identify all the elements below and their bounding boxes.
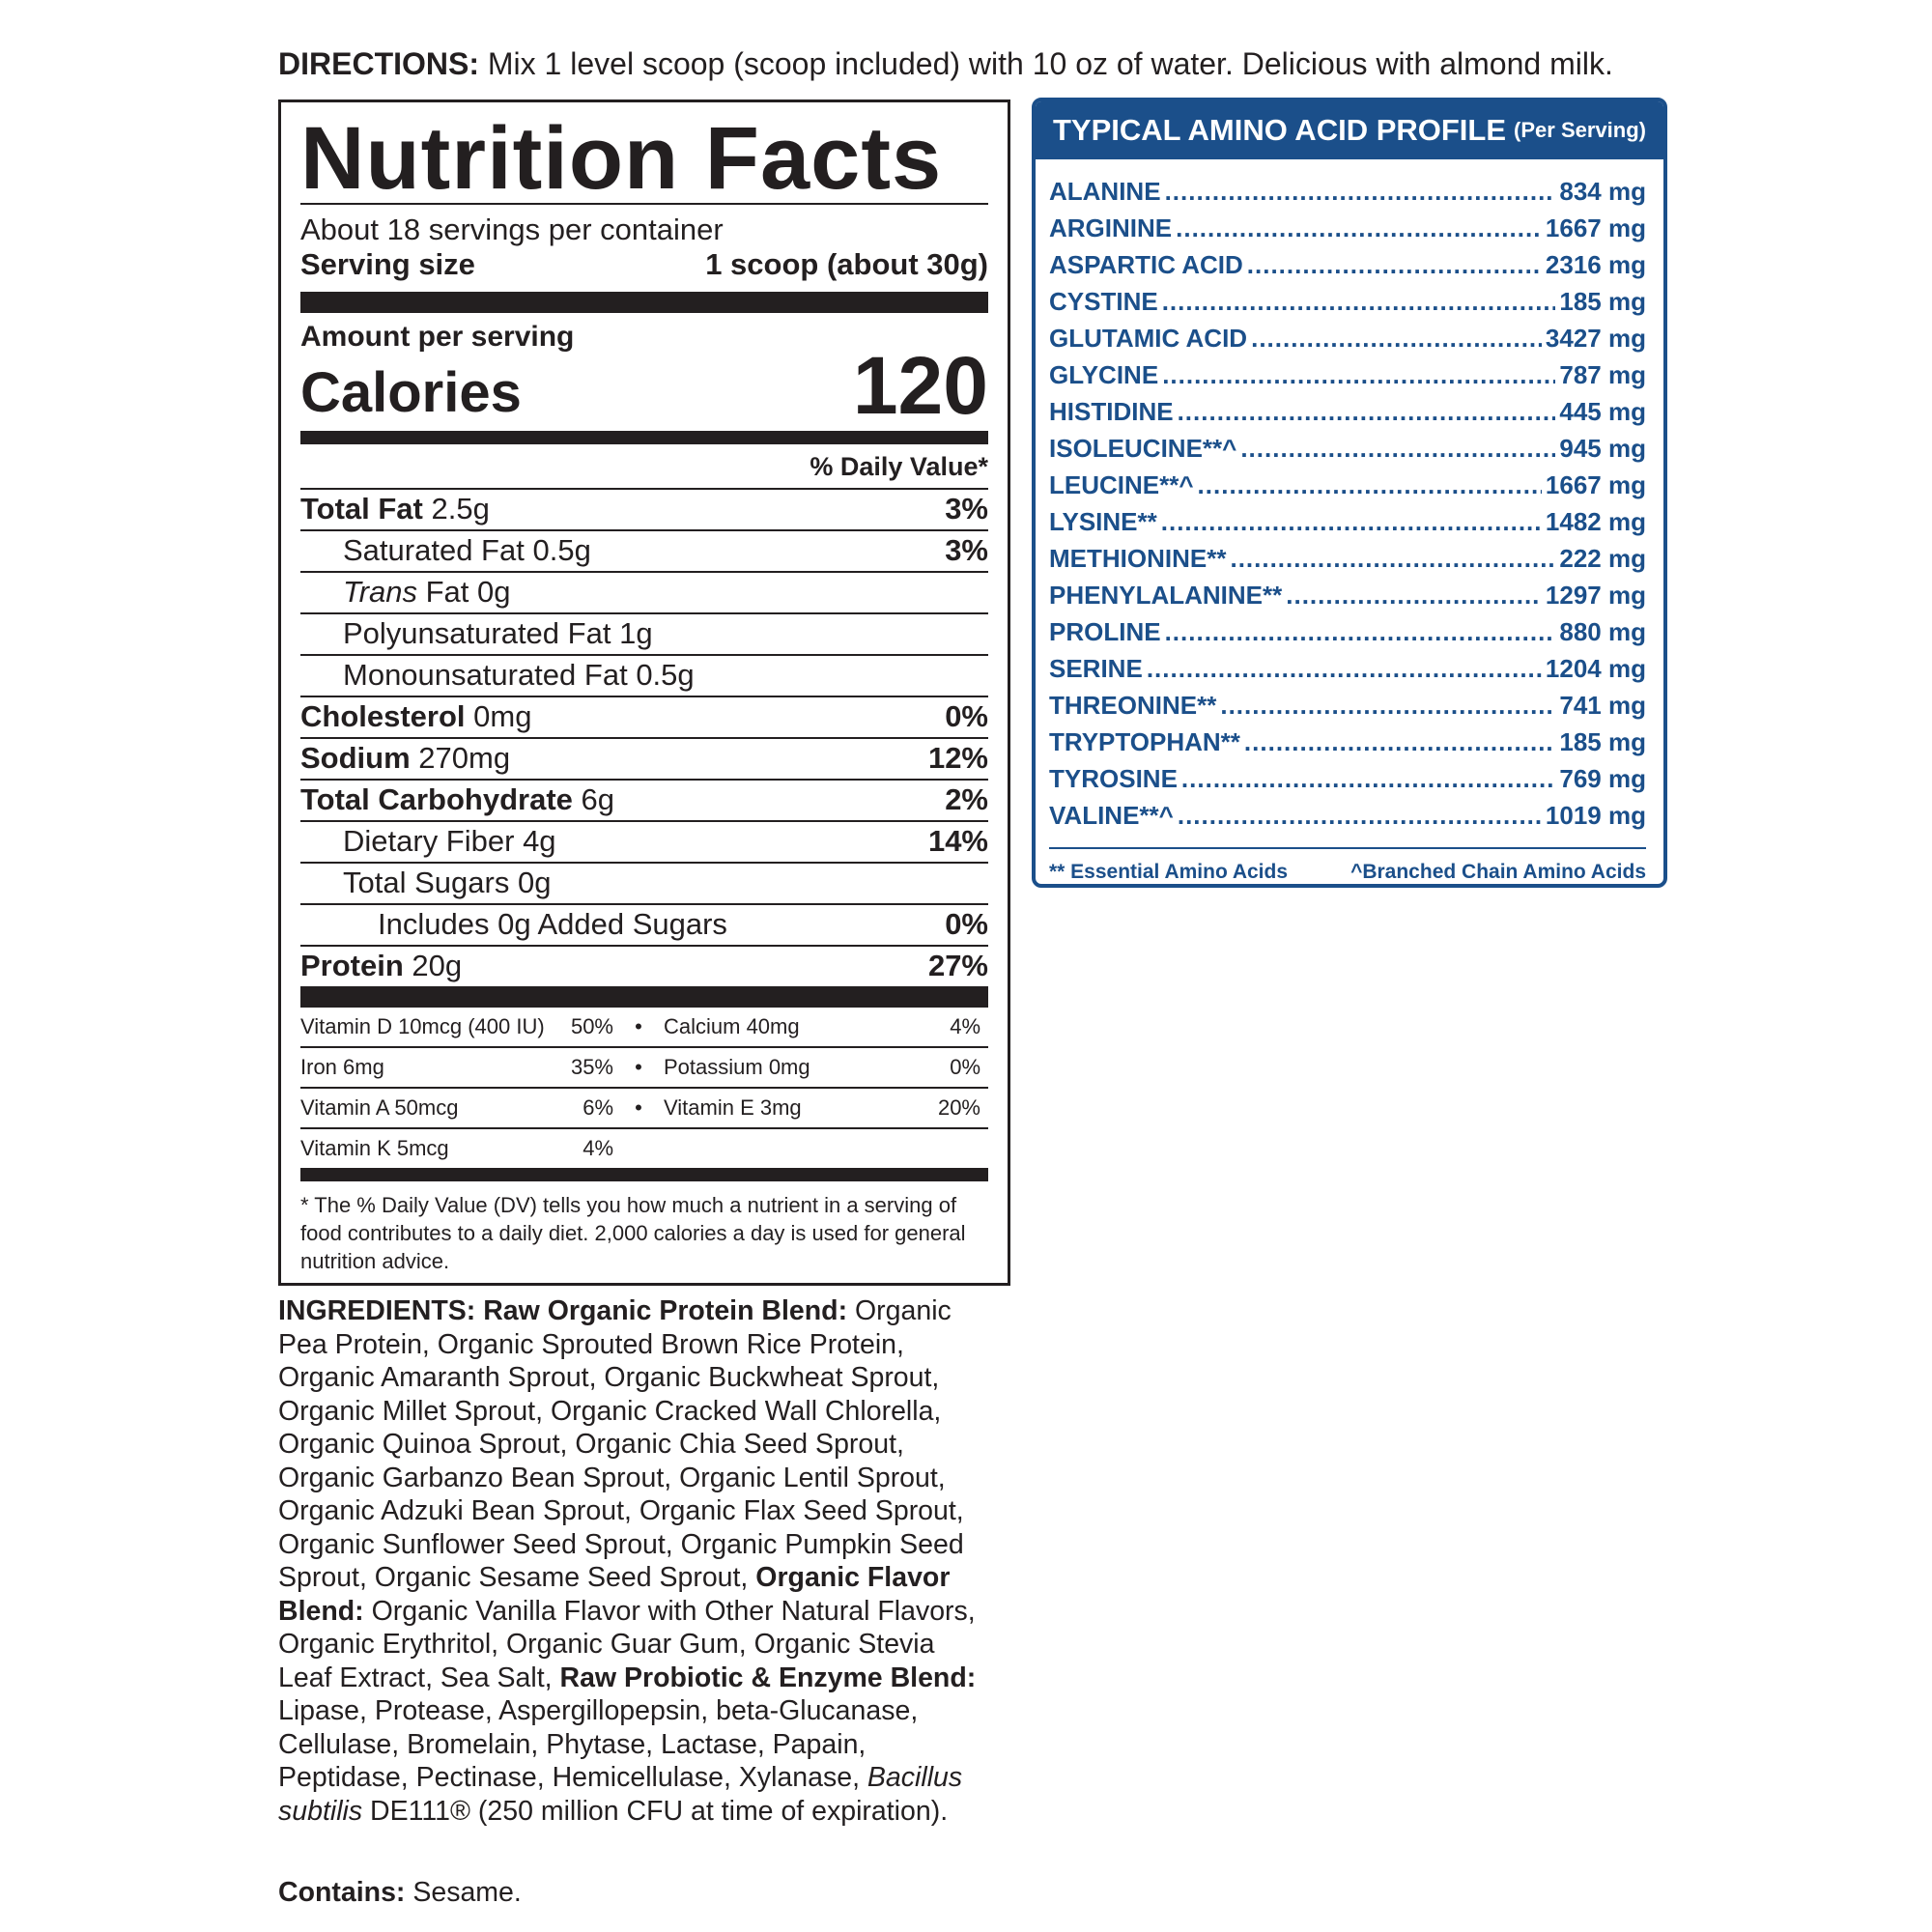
amino-row bbox=[1049, 397, 1646, 434]
nutrient-amount: 0g bbox=[517, 866, 552, 900]
vitamin-dv: 4% bbox=[582, 1135, 613, 1160]
amino-name: TRYPTOPHAN** bbox=[1049, 727, 1240, 756]
leader-dots bbox=[1220, 691, 1555, 721]
amino-value: 1297 mg bbox=[1545, 581, 1646, 610]
nutrient-amount: 20g bbox=[412, 949, 463, 983]
leader-dots bbox=[1147, 654, 1542, 684]
nutrient-row-sodium bbox=[300, 737, 988, 779]
amino-row bbox=[1049, 654, 1646, 691]
amino-name: SERINE bbox=[1049, 654, 1143, 683]
nutrition-facts-panel bbox=[278, 99, 1010, 1286]
leader-dots bbox=[1161, 507, 1542, 537]
ingredients-label: INGREDIENTS: bbox=[278, 1295, 476, 1326]
blend-label: Raw Organic Protein Blend: bbox=[483, 1295, 848, 1326]
nutrient-dv: 14% bbox=[927, 824, 988, 859]
nutrient-amount: 0mg bbox=[473, 699, 532, 734]
nutrient-row-polyunsaturated-fat bbox=[300, 612, 988, 654]
amino-name: PROLINE bbox=[1049, 617, 1161, 646]
amino-value: 945 mg bbox=[1559, 434, 1646, 463]
vitamin-dv: 4% bbox=[950, 1013, 980, 1038]
amino-name: LYSINE** bbox=[1049, 507, 1157, 536]
contains-statement bbox=[278, 1877, 522, 1909]
blend-label: Organic Flavor Blend: bbox=[278, 1562, 951, 1627]
leader-dots bbox=[1176, 213, 1542, 243]
amino-value: 1204 mg bbox=[1545, 654, 1646, 683]
amino-subtitle: (Per Serving) bbox=[1514, 118, 1646, 142]
amino-row bbox=[1049, 691, 1646, 727]
nutrient-dv: 27% bbox=[927, 949, 988, 983]
nutrient-amount: 0.5g bbox=[532, 533, 591, 568]
nutrient-name: Protein bbox=[300, 949, 404, 983]
nutrient-row-total-carbohydrate bbox=[300, 779, 988, 820]
nutrient-row-total-fat bbox=[300, 488, 988, 529]
nutrient-row-saturated-fat bbox=[300, 529, 988, 571]
nutrient-name-rest: Fat bbox=[416, 575, 469, 610]
leader-dots bbox=[1286, 581, 1542, 611]
amino-value: 1667 mg bbox=[1545, 470, 1646, 499]
nutrient-row-protein bbox=[300, 945, 988, 986]
contains-text: Sesame. bbox=[405, 1877, 522, 1908]
leader-dots bbox=[1240, 434, 1555, 464]
amount-per-serving: Amount per serving bbox=[300, 321, 575, 353]
amino-value: 222 mg bbox=[1559, 544, 1646, 573]
nutrient-name: Dietary Fiber bbox=[343, 824, 515, 859]
medium-divider bbox=[300, 431, 988, 444]
vitamin-name: Vitamin D 10mcg (400 IU) bbox=[300, 1013, 545, 1038]
vitamin-row bbox=[300, 1129, 988, 1168]
directions-text: Mix 1 level scoop (scoop included) with 10 oz of water. Delicious with almond milk. bbox=[479, 46, 1613, 81]
amino-row bbox=[1049, 507, 1646, 544]
nutrient-name: Monounsaturated Fat bbox=[343, 658, 628, 693]
calories-label: Calories bbox=[300, 360, 522, 424]
nutrient-name: Includes 0g Added Sugars bbox=[378, 907, 727, 942]
amino-value: 185 mg bbox=[1559, 287, 1646, 316]
amino-row bbox=[1049, 250, 1646, 287]
nutrient-name: Saturated Fat bbox=[343, 533, 525, 568]
amino-title: TYPICAL AMINO ACID PROFILE bbox=[1053, 113, 1507, 147]
vitamin-name: Potassium 0mg bbox=[664, 1054, 810, 1079]
amino-name: GLYCINE bbox=[1049, 360, 1159, 389]
amino-value: 2316 mg bbox=[1545, 250, 1646, 279]
amino-header bbox=[1036, 101, 1663, 159]
leader-dots bbox=[1162, 360, 1555, 390]
calories-value: 120 bbox=[852, 340, 988, 431]
amino-name: TYROSINE bbox=[1049, 764, 1178, 793]
nutrient-row-monounsaturated-fat bbox=[300, 654, 988, 696]
medium-divider bbox=[300, 1168, 988, 1181]
nutrient-dv: 12% bbox=[927, 741, 988, 776]
servings-per-container: About 18 servings per container bbox=[300, 213, 724, 246]
bullet: • bbox=[635, 1054, 642, 1079]
amino-value: 1482 mg bbox=[1545, 507, 1646, 536]
amino-row bbox=[1049, 213, 1646, 250]
blend-text: Organic Vanilla Flavor with Other Natural Flavors, Organic Erythritol, Organic Guar Gum, Organic Stevia Leaf Extract, Sea Salt, bbox=[278, 1595, 976, 1693]
nutrient-dv: 0% bbox=[945, 907, 988, 942]
amino-row bbox=[1049, 727, 1646, 764]
nutrient-row-dietary-fiber bbox=[300, 820, 988, 862]
nutrient-row-total-sugars bbox=[300, 862, 988, 903]
nutrient-row-trans-fat bbox=[300, 571, 988, 612]
amino-name: ARGININE bbox=[1049, 213, 1173, 242]
amino-value: 1667 mg bbox=[1545, 213, 1646, 242]
amino-row bbox=[1049, 544, 1646, 581]
amino-row bbox=[1049, 801, 1646, 838]
amino-legend bbox=[1036, 849, 1663, 884]
daily-value-footnote: * The % Daily Value (DV) tells you how much a nutrient in a serving of food contributes to a daily diet. 2,000 calories a day is used for general nutrition advice. bbox=[300, 1192, 966, 1273]
nutrient-dv: 3% bbox=[945, 533, 988, 568]
vitamin-row bbox=[300, 1089, 988, 1129]
amino-value: 3427 mg bbox=[1545, 324, 1646, 353]
nutrient-name: Total Carbohydrate bbox=[300, 782, 573, 817]
nutrient-name: Sodium bbox=[300, 741, 411, 776]
amino-row bbox=[1049, 764, 1646, 801]
directions bbox=[278, 46, 1613, 82]
vitamin-row bbox=[300, 1008, 988, 1048]
vitamin-dv: 20% bbox=[937, 1094, 980, 1120]
leader-dots bbox=[1198, 470, 1542, 500]
amino-row bbox=[1049, 287, 1646, 324]
amino-row bbox=[1049, 360, 1646, 397]
nutrient-amount: 270mg bbox=[418, 741, 511, 776]
vitamin-name: Vitamin E 3mg bbox=[664, 1094, 802, 1120]
amino-row bbox=[1049, 617, 1646, 654]
vitamin-name: Vitamin A 50mcg bbox=[300, 1094, 459, 1120]
serving-size-label: Serving size bbox=[300, 247, 475, 281]
leader-dots bbox=[1178, 801, 1542, 831]
amino-name: LEUCINE**^ bbox=[1049, 470, 1194, 499]
vitamin-dv: 6% bbox=[582, 1094, 613, 1120]
amino-value: 185 mg bbox=[1559, 727, 1646, 756]
ingredients-text bbox=[278, 1294, 993, 1828]
leader-dots bbox=[1162, 287, 1556, 317]
nutrient-amount: 6g bbox=[581, 782, 615, 817]
nutrient-amount: 0g bbox=[476, 575, 511, 610]
legend-bcaa: ^Branched Chain Amino Acids bbox=[1350, 861, 1646, 883]
nutrient-row-cholesterol bbox=[300, 696, 988, 737]
vitamin-name: Iron 6mg bbox=[300, 1054, 384, 1079]
amino-name: PHENYLALANINE** bbox=[1049, 581, 1283, 610]
vitamin-dv: 35% bbox=[570, 1054, 613, 1079]
amino-row bbox=[1049, 177, 1646, 213]
vitamin-row bbox=[300, 1048, 988, 1089]
leader-dots bbox=[1178, 397, 1556, 427]
nutrient-name: Total Fat bbox=[300, 492, 423, 526]
amino-name: METHIONINE** bbox=[1049, 544, 1227, 573]
amino-value: 834 mg bbox=[1559, 177, 1646, 206]
heavy-divider bbox=[300, 986, 988, 1008]
amino-value: 787 mg bbox=[1559, 360, 1646, 389]
amino-value: 880 mg bbox=[1559, 617, 1646, 646]
nutrient-name: Trans bbox=[343, 575, 417, 610]
nutrient-amount: 2.5g bbox=[431, 492, 490, 526]
amino-name: ASPARTIC ACID bbox=[1049, 250, 1243, 279]
blend-label: Raw Probiotic & Enzyme Blend: bbox=[559, 1662, 977, 1693]
amino-value: 445 mg bbox=[1559, 397, 1646, 426]
blend-text: Organic Pea Protein, Organic Sprouted Brown Rice Protein, Organic Amaranth Sprout, Organic Buckwheat Sprout, Organic Millet Sprout, Organic Cracked Wall Chlorella, Organic Quinoa Sprout, Organic Chia Seed Sprout, Organic Garbanzo Bean Sprout, Organic Lentil Sprout, Organic Adzuki Bean Sprout, Organic Flax Seed Sprout, Organic Sunflower Seed Sprout, Organic Pumpkin Seed Sprout, Organic Sesame Seed Sprout, bbox=[278, 1295, 964, 1593]
amino-row bbox=[1049, 324, 1646, 360]
leader-dots bbox=[1251, 324, 1542, 354]
nutrient-dv: 0% bbox=[945, 699, 988, 734]
leader-dots bbox=[1181, 764, 1555, 794]
vitamin-dv: 0% bbox=[950, 1054, 980, 1079]
leader-dots bbox=[1247, 250, 1542, 280]
serving-size-row bbox=[300, 247, 988, 282]
probiotic-name: Bacillus subtilis bbox=[278, 1762, 963, 1827]
serving-size-value: 1 scoop (about 30g) bbox=[705, 247, 988, 281]
blend-text: Lipase, Protease, Aspergillopepsin, beta-Glucanase, Cellulase, Bromelain, Phytase, Lactase, Papain, Peptidase, Pectinase, Hemicellulase, Xylanase, bbox=[278, 1695, 919, 1793]
leader-dots bbox=[1230, 544, 1555, 574]
leader-dots bbox=[1165, 617, 1556, 647]
amino-row bbox=[1049, 434, 1646, 470]
nutrient-dv: 3% bbox=[945, 492, 988, 526]
directions-label: DIRECTIONS: bbox=[278, 46, 479, 81]
amino-name: GLUTAMIC ACID bbox=[1049, 324, 1248, 353]
nutrient-name: Total Sugars bbox=[343, 866, 510, 900]
amino-value: 769 mg bbox=[1559, 764, 1646, 793]
probiotic-text: DE111® (250 million CFU at time of expiration). bbox=[362, 1795, 949, 1827]
bullet: • bbox=[635, 1013, 642, 1038]
bullet: • bbox=[635, 1094, 642, 1120]
nutrient-name: Polyunsaturated Fat bbox=[343, 616, 611, 651]
legend-essential: ** Essential Amino Acids bbox=[1049, 861, 1289, 883]
heavy-divider bbox=[300, 292, 988, 313]
leader-dots bbox=[1165, 177, 1556, 207]
daily-value-header: % Daily Value* bbox=[810, 451, 988, 481]
contains-label: Contains: bbox=[278, 1877, 406, 1908]
amino-value: 741 mg bbox=[1559, 691, 1646, 720]
leader-dots bbox=[1244, 727, 1555, 757]
nutrition-facts-title: Nutrition Facts bbox=[300, 109, 943, 208]
calories-row bbox=[300, 340, 988, 431]
nutrient-row-added-sugars bbox=[300, 903, 988, 945]
nutrient-amount: 0.5g bbox=[636, 658, 695, 693]
amino-row bbox=[1049, 581, 1646, 617]
amino-value: 1019 mg bbox=[1545, 801, 1646, 830]
nutrient-amount: 4g bbox=[523, 824, 556, 859]
amino-list bbox=[1036, 159, 1663, 838]
nutrient-amount: 1g bbox=[619, 616, 653, 651]
nutrient-name: Cholesterol bbox=[300, 699, 466, 734]
amino-acid-profile-panel bbox=[1032, 98, 1667, 888]
amino-name: CYSTINE bbox=[1049, 287, 1158, 316]
vitamin-name: Calcium 40mg bbox=[664, 1013, 800, 1038]
amino-name: THREONINE** bbox=[1049, 691, 1217, 720]
amino-name: HISTIDINE bbox=[1049, 397, 1174, 426]
amino-name: ALANINE bbox=[1049, 177, 1161, 206]
amino-row bbox=[1049, 470, 1646, 507]
vitamin-dv: 50% bbox=[570, 1013, 613, 1038]
amino-name: VALINE**^ bbox=[1049, 801, 1174, 830]
amino-name: ISOLEUCINE**^ bbox=[1049, 434, 1237, 463]
vitamin-name: Vitamin K 5mcg bbox=[300, 1135, 449, 1160]
nutrient-dv: 2% bbox=[945, 782, 988, 817]
